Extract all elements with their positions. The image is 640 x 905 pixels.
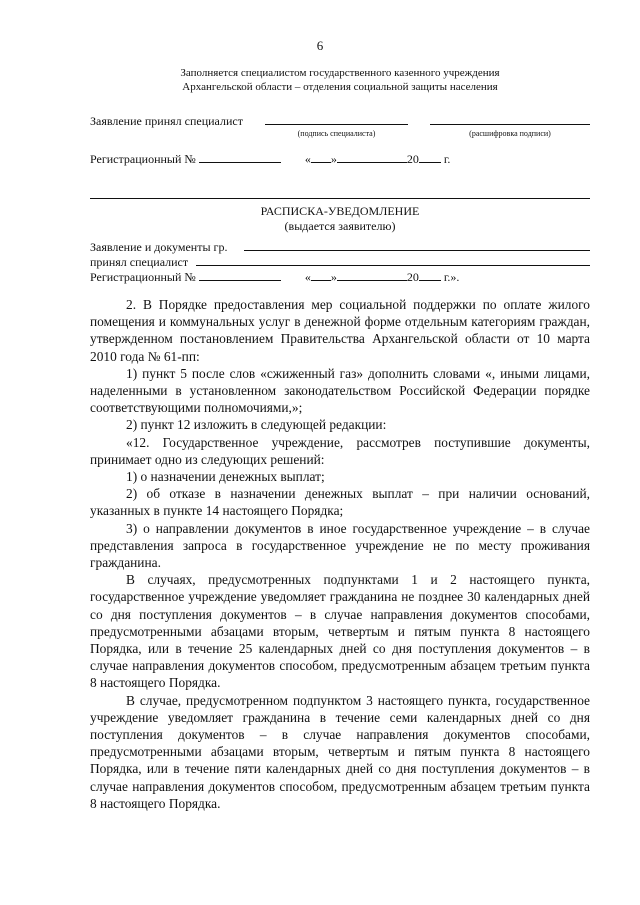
receipt-accepted-line bbox=[196, 254, 590, 266]
decoding-line bbox=[430, 113, 590, 125]
receipt-title-block bbox=[90, 204, 590, 234]
receipt-title: РАСПИСКА-УВЕДОМЛЕНИЕ bbox=[260, 204, 420, 218]
paragraph: 3) о направлении документов в иное государственное учреждение – в случае представления запроса в государственное учреждение не по месту проживания гражданина. bbox=[90, 520, 590, 571]
receipt-docs-line bbox=[244, 239, 590, 251]
cut-line bbox=[90, 198, 590, 199]
paragraph: В случае, предусмотренном подпунктом 3 настоящего пункта, государственное учреждение уведомляет гражданина в течение семи календарных дней со дня поступления документов – в случае направления документов способами, предусмотренными абзацами вторым, четвертым и пятым пункта 8 настоящего Порядка, или в течение пяти календарных дней со дня поступления документов – в случае направления документов способом, предусмотренным абзацем третьим пункта 8 настоящего Порядка. bbox=[90, 692, 590, 811]
acceptance-label: Заявление принял специалист bbox=[90, 114, 243, 128]
receipt-registration-label: Регистрационный № bbox=[90, 270, 196, 284]
receipt-registration-row bbox=[90, 269, 459, 285]
header-note bbox=[90, 66, 590, 94]
receipt-month-line bbox=[337, 269, 407, 281]
registration-row bbox=[90, 151, 450, 167]
header-note-line-2: Архангельской области – отделения социальной защиты населения bbox=[182, 81, 498, 93]
paragraph: 1) пункт 5 после слов «сжиженный газ» дополнить словами «, иными лицами, наделенными в установленном законодательством Российской Федерации порядке соответствующими полномочиями,»; bbox=[90, 365, 590, 416]
header-note-line-1: Заполняется специалистом государственного казенного учреждения bbox=[180, 67, 500, 79]
signature-caption: (подпись специалиста) bbox=[297, 129, 376, 138]
year-line bbox=[419, 151, 441, 163]
receipt-quote-close: » bbox=[330, 270, 337, 284]
paragraph: «12. Государственное учреждение, рассмотрев поступившие документы, принимает одно из следующих решений: bbox=[90, 434, 590, 467]
receipt-number-line bbox=[199, 269, 281, 281]
paragraph: В случаях, предусмотренных подпунктами 1 и 2 настоящего пункта, государственное учреждение уведомляет гражданина не позднее 30 календарных дней со дня поступления документов – в случае направления документов способами, предусмотренными абзацами вторым, четвертым и пятым пункта 8 настоящего Порядка, или в течение 25 календарных дней со дня поступления документов – в случае направления документов способом, предусмотренным абзацем третьим пункта 8 настоящего Порядка. bbox=[90, 572, 590, 691]
paragraph: 2. В Порядке предоставления мер социальной поддержки по оплате жилого помещения и коммунальных услуг в денежной форме отдельным категориям граждан, утвержденном постановлением Правительства Архангельской области от 10 марта 2010 года № 61-пп: bbox=[90, 297, 590, 364]
receipt-day-line bbox=[311, 269, 331, 281]
receipt-docs-label: Заявление и документы гр. bbox=[90, 240, 228, 254]
quote-open: « bbox=[304, 152, 311, 166]
acceptance-row bbox=[90, 113, 243, 129]
registration-label: Регистрационный № bbox=[90, 152, 196, 166]
body-text bbox=[90, 296, 590, 812]
quote-close: » bbox=[330, 152, 337, 166]
receipt-year-prefix: 20 bbox=[406, 270, 419, 284]
page-number: 6 bbox=[316, 38, 324, 53]
receipt-docs-row bbox=[90, 239, 227, 255]
decoding-caption: (расшифровка подписи) bbox=[469, 129, 551, 138]
receipt-subtitle: (выдается заявителю) bbox=[284, 219, 396, 233]
receipt-quote-open: « bbox=[304, 270, 311, 284]
year-suffix: г. bbox=[443, 152, 451, 166]
year-prefix: 20 bbox=[406, 152, 419, 166]
paragraph: 2) пункт 12 изложить в следующей редакции: bbox=[126, 417, 387, 433]
paragraph: 2) об отказе в назначении денежных выплат – при наличии оснований, указанных в пункте 14 настоящего Порядка; bbox=[90, 486, 590, 519]
month-line bbox=[337, 151, 407, 163]
receipt-year-suffix: г.». bbox=[443, 270, 460, 284]
day-line bbox=[311, 151, 331, 163]
receipt-accepted-label: принял специалист bbox=[90, 255, 189, 269]
receipt-accepted-row bbox=[90, 254, 188, 270]
paragraph: 1) о назначении денежных выплат; bbox=[126, 469, 325, 485]
receipt-year-line bbox=[419, 269, 441, 281]
registration-number-line bbox=[199, 151, 281, 163]
signature-line bbox=[265, 113, 408, 125]
